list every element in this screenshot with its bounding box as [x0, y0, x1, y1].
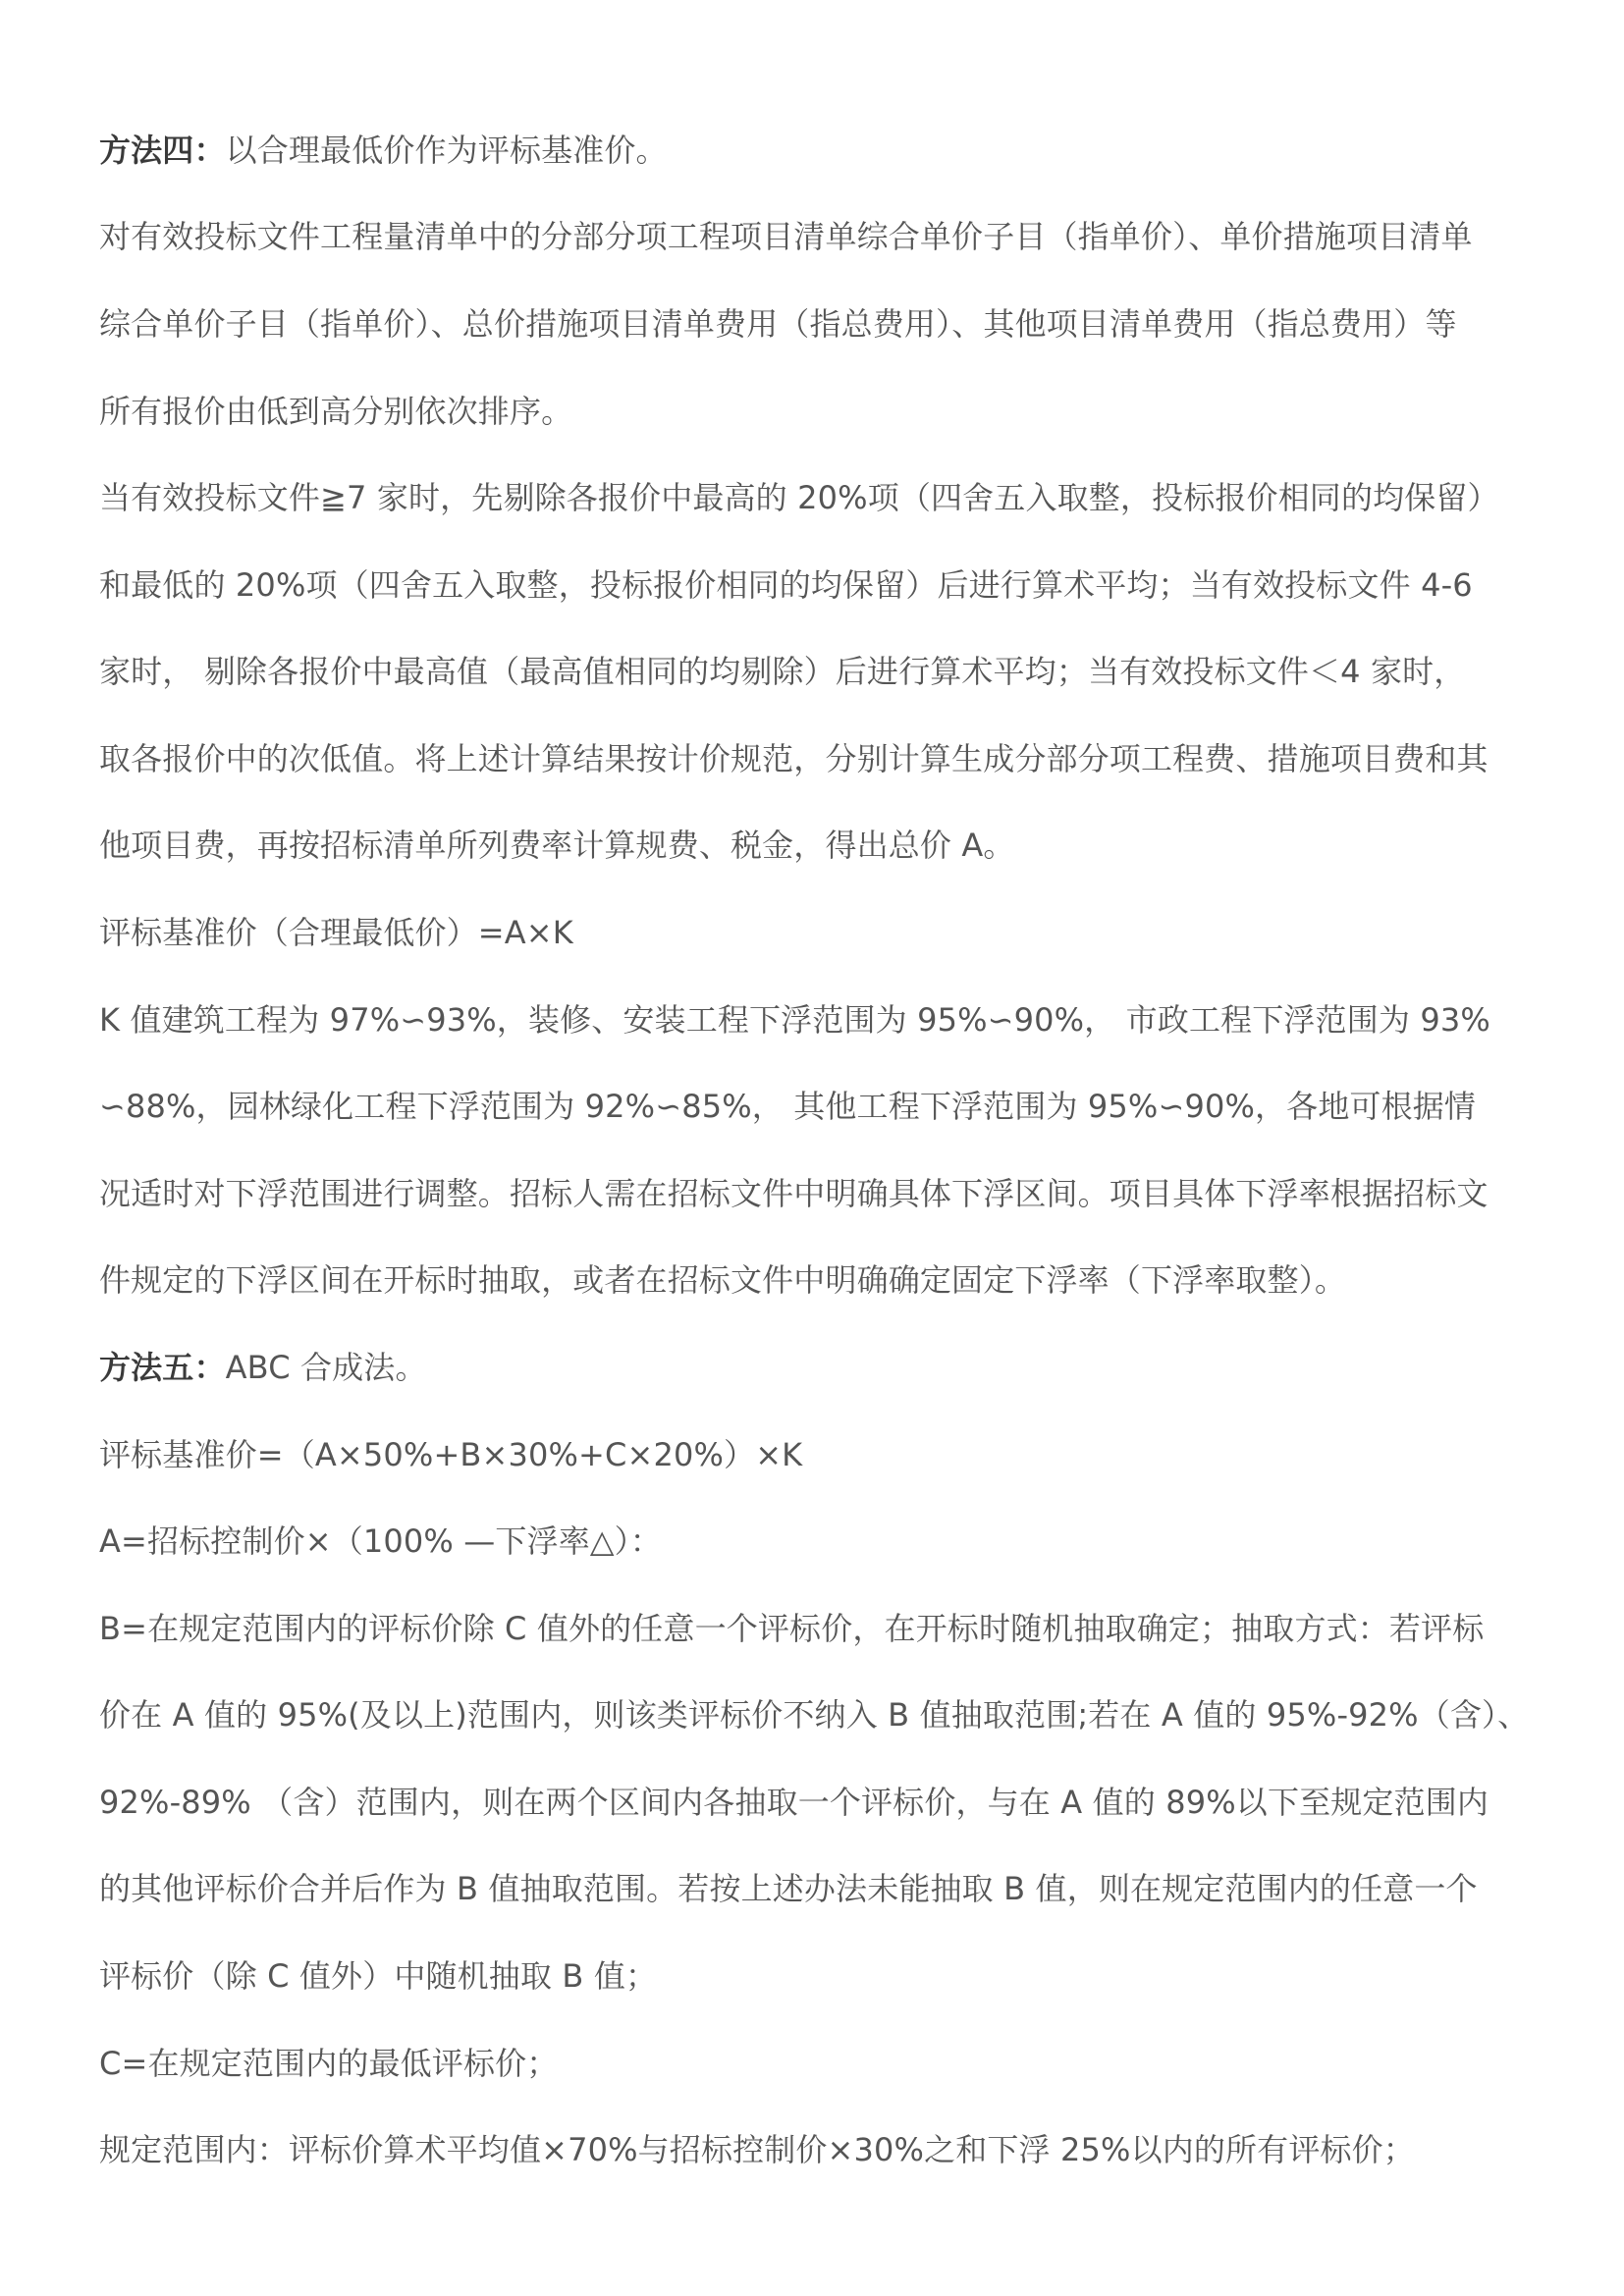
paragraph-line: 家时， 剔除各报价中最高值（最高值相同的均剔除）后进行算术平均；当有效投标文件＜4 家时， [99, 653, 1466, 690]
paragraph-line: 对有效投标文件工程量清单中的分部分项工程项目清单综合单价子目（指单价）、单价措施项目清单 [99, 218, 1473, 255]
paragraph-line: 价在 A 值的 95%(及以上)范围内，则该类评标价不纳入 B 值抽取范围;若在 A 值的 95%-92%（含）、 [99, 1696, 1530, 1734]
method5-heading [99, 1348, 427, 1387]
paragraph-line: 的其他评标价合并后作为 B 值抽取范围。若按上述办法未能抽取 B 值，则在规定范围内的任意一个 [99, 1870, 1478, 1907]
paragraph-line: K 值建筑工程为 97%∽93%，装修、安装工程下浮范围为 95%∽90%， 市政工程下浮范围为 93% [99, 1001, 1490, 1039]
paragraph-line: 取各报价中的次低值。将上述计算结果按计价规范，分别计算生成分部分项工程费、措施项目费和其 [99, 740, 1489, 777]
paragraph-line: 件规定的下浮区间在开标时抽取，或者在招标文件中明确确定固定下浮率（下浮率取整）。 [99, 1261, 1347, 1299]
method5-heading-label: 方法五： [99, 1349, 226, 1386]
a-definition: A=招标控制价×（100% —下浮率△）： [99, 1522, 662, 1560]
range-definition: 规定范围内：评标价算术平均值×70%与招标控制价×30%之和下浮 25%以内的所有评标价； [99, 2131, 1415, 2168]
method4-formula: 评标基准价（合理最低价）=A×K [99, 914, 573, 951]
method5-heading-text: ABC 合成法。 [225, 1349, 427, 1386]
paragraph-line: 综合单价子目（指单价）、总价措施项目清单费用（指总费用）、其他项目清单费用（指总费用）等 [99, 305, 1457, 343]
paragraph-line: 况适时对下浮范围进行调整。招标人需在招标文件中明确具体下浮区间。项目具体下浮率根据招标文 [99, 1175, 1489, 1212]
method5-formula: 评标基准价=（A×50%+B×30%+C×20%）×K [99, 1436, 803, 1473]
paragraph-line: ∽88%，园林绿化工程下浮范围为 92%∽85%， 其他工程下浮范围为 95%∽90%，各地可根据情 [99, 1088, 1477, 1125]
method4-heading-text: 以合理最低价作为评标基准价。 [225, 132, 668, 169]
paragraph-line: 92%-89% （含）范围内，则在两个区间内各抽取一个评标价，与在 A 值的 89%以下至规定范围内 [99, 1784, 1489, 1821]
paragraph-line: 评标价（除 C 值外）中随机抽取 B 值； [99, 1957, 658, 1995]
method4-heading-label: 方法四： [99, 132, 226, 169]
paragraph-line: B=在规定范围内的评标价除 C 值外的任意一个评标价，在开标时随机抽取确定；抽取方式：若评标 [99, 1610, 1485, 1647]
c-definition: C=在规定范围内的最低评标价； [99, 2045, 559, 2082]
paragraph-line: 他项目费，再按招标清单所列费率计算规费、税金，得出总价 A。 [99, 827, 1015, 864]
paragraph-line: 所有报价由低到高分别依次排序。 [99, 393, 573, 430]
paragraph-line: 和最低的 20%项（四舍五入取整，投标报价相同的均保留）后进行算术平均；当有效投标文件 4-6 [99, 566, 1473, 604]
paragraph-line: 当有效投标文件≧7 家时，先剔除各报价中最高的 20%项（四舍五入取整，投标报价相同的均保留） [99, 479, 1499, 516]
method4-heading [99, 131, 668, 170]
